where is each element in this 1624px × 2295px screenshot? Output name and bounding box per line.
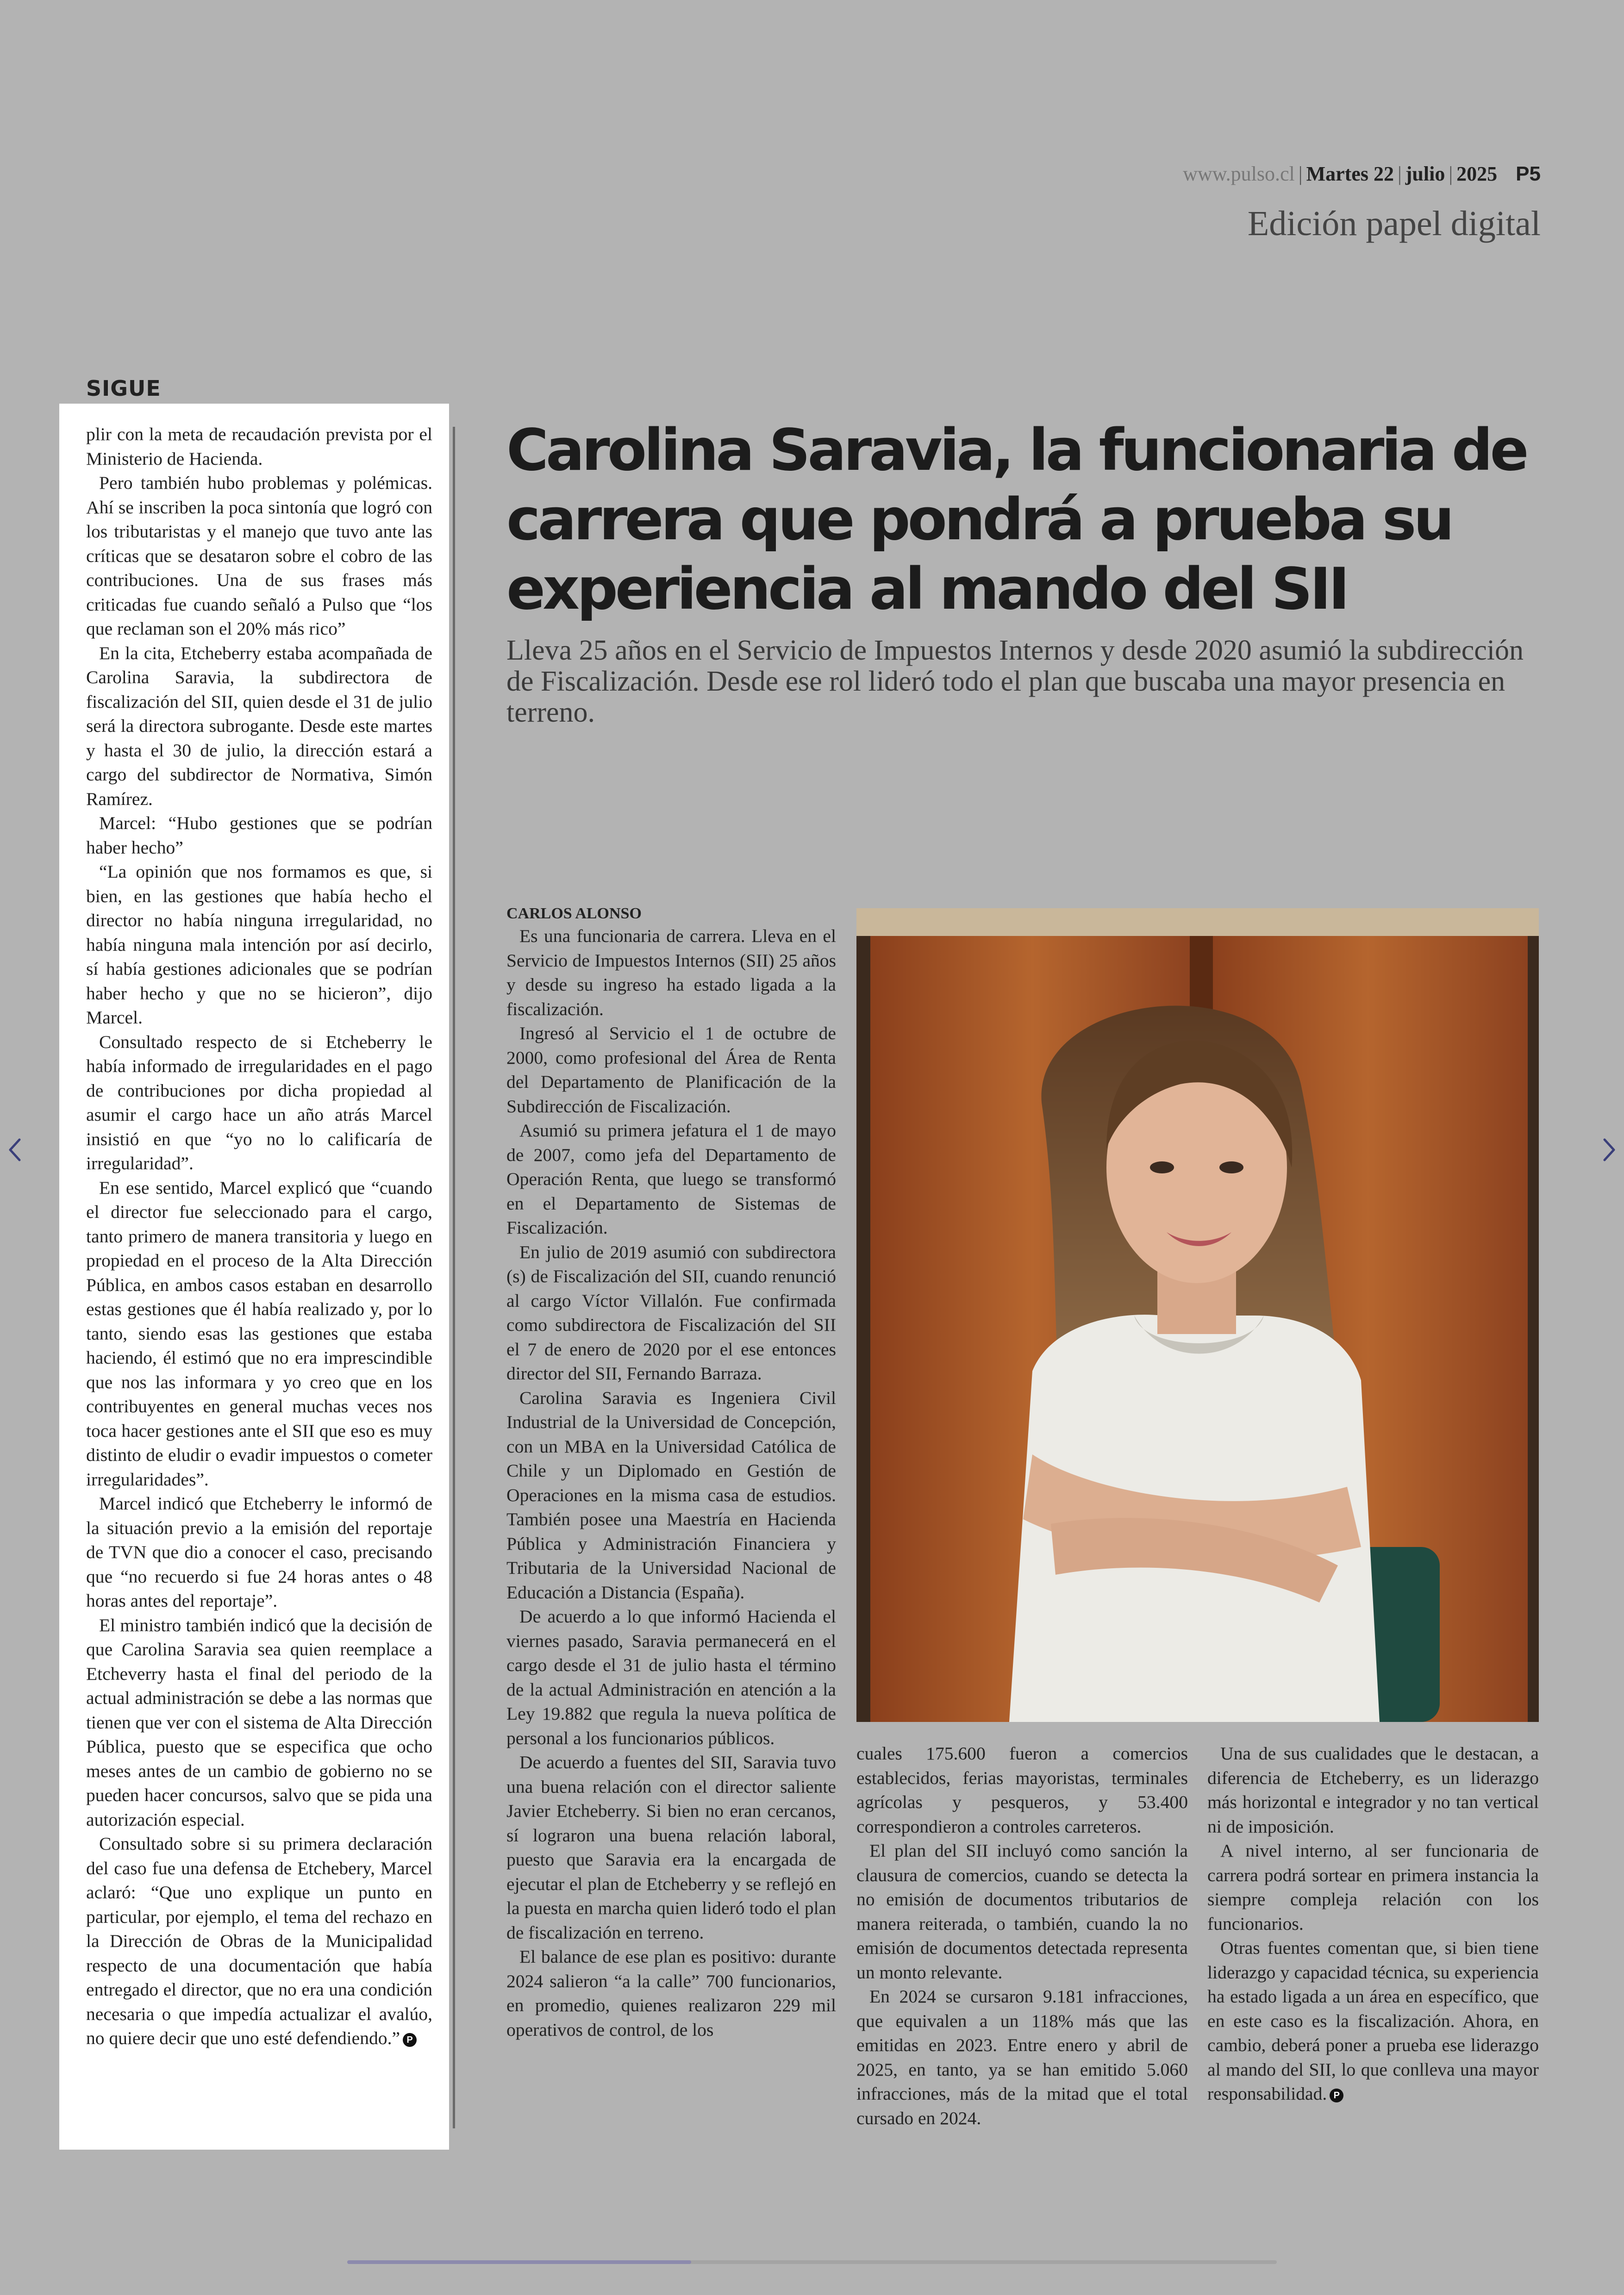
- issue-month: julio: [1405, 162, 1445, 185]
- paragraph: Es una funcionaria de carrera. Lleva en el Servicio de Impuestos Internos (SII) 25 años y desde su ingreso ha estado ligada a la fiscalización.: [506, 926, 836, 1019]
- next-page-button[interactable]: [1594, 1131, 1622, 1168]
- end-mark-icon: P: [1330, 2089, 1343, 2102]
- article-headline: Carolina Saravia, la funcionaria de carrera que pondrá a prueba su experiencia al mando del SII: [506, 417, 1526, 623]
- paragraph: cuales 175.600 fueron a comercios establecidos, ferias mayoristas, terminales agrícolas y pesqueros, y 53.400 correspondieron a controles carreteros.: [856, 1743, 1188, 1837]
- issue-day: Martes 22: [1306, 162, 1394, 185]
- paragraph: Consultado respecto de si Etcheberry le había informado de irregularidades en el pago de contribuciones por dicha propiedad al asumir el cargo hace un año atrás Marcel insistió en que “yo no lo calificaría de irregularidad”.: [86, 1031, 432, 1173]
- paragraph: Marcel indicó que Etcheberry le informó de la situación previo a la emisión del reportaje de TVN que dio a conocer el caso, precisando que “no recuerdo si fue 24 horas antes o 48 horas antes del reportaje”.: [86, 1493, 432, 1611]
- continued-article-text: [86, 422, 432, 2135]
- paragraph: De acuerdo a lo que informó Hacienda el viernes pasado, Saravia permanecerá en el cargo desde el 31 de julio hasta el término de la actual Administración en atención a la Ley 19.882 que regula la nueva política de personal a los funcionarios públicos.: [506, 1606, 836, 1748]
- paragraph: Una de sus cualidades que le destacan, a diferencia de Etcheberry, es un liderazgo más horizontal e integrador y no tan vertical ni de imposición.: [1207, 1743, 1539, 1837]
- paragraph: Carolina Saravia es Ingeniera Civil Industrial de la Universidad de Concepción, con un MBA en la Universidad Católica de Chile y un Diplomado en Gestión de Operaciones en la misma casa de estudios. También posee una Maestría en Hacienda Pública y Administración Financiera y Tributaria de la Universidad Nacional de Educación a Distancia (España).: [506, 1387, 836, 1603]
- page-number: P5: [1516, 162, 1541, 185]
- paragraph-text: Consultado sobre si su primera declaración del caso fue una defensa de Etchebery, Marcel aclaró: “Que uno explique un punto en particular, por ejemplo, el tema del rechazo en la Dirección de Obras de la Municipalidad respecto de una documentación que había entregado el director, que no era una condición necesaria o que impedía actualizar el avalúo, no quiere decir que uno esté defendiendo.”: [86, 1834, 432, 2048]
- subhead: Marcel: “Hubo gestiones que se podrían haber hecho”: [86, 813, 432, 858]
- paragraph: El plan del SII incluyó como sanción la clausura de comercios, cuando se detecta la no emisión de documentos tributarios de manera reiterada, o también, cuando la no emisión de documentos detectada representa un monto relevante.: [856, 1840, 1188, 1983]
- paragraph: A nivel interno, al ser funcionaria de carrera podrá sortear en primera instancia la siempre compleja relación con los funcionarios.: [1207, 1840, 1539, 1934]
- end-mark-icon: P: [403, 2033, 417, 2047]
- chevron-left-icon: [2, 1131, 30, 1168]
- paragraph-text: Otras fuentes comentan que, si bien tiene liderazgo y capacidad técnica, su experiencia ha estado ligada a un área en específico, que en este caso es la fiscalización. Ahora, en cambio, deberá poner a prueba ese liderazgo al mando del SII, lo que conlleva una mayor responsabilidad.: [1207, 1938, 1539, 2104]
- paragraph: El balance de ese plan es positivo: durante 2024 salieron “a la calle” 700 funcionarios, en promedio, quienes realizaron 229 mil operativos de control, de los: [506, 1946, 836, 2040]
- paragraph: “La opinión que nos formamos es que, si bien, en las gestiones que había hecho el director no había ninguna irregularidad, no había ninguna mala intención por así decirlo, sí había gestiones adicionales que se podrían haber hecho y que no se hicieron”, dijo Marcel.: [86, 861, 432, 1028]
- issue-header: www.pulso.cl | Martes 22 | julio | 2025 P5: [1183, 162, 1541, 185]
- page-progress-fill: [347, 2260, 691, 2264]
- paragraph: plir con la meta de recaudación prevista por el Ministerio de Hacienda.: [86, 424, 432, 469]
- issue-year: 2025: [1456, 162, 1498, 185]
- paragraph: El ministro también indicó que la decisión de que Carolina Saravia sea quien reemplace a Etcheverry hasta el final del periodo de la actual administración se debe a las normas que tienen que ver con el sistema de Alta Dirección Pública, puesto que se especifica que ocho meses antes de un cambio de gobierno no se pueden hacer concursos, salvo que se pida una autorización especial.: [86, 1615, 432, 1830]
- chevron-right-icon: [1594, 1131, 1622, 1168]
- site-url: www.pulso.cl: [1183, 162, 1295, 185]
- paragraph: En la cita, Etcheberry estaba acompañada de Carolina Saravia, la subdirectora de fiscalización del SII, quien desde el 31 de julio será la directora subrogante. Desde este martes y hasta el 30 de julio, la dirección estará a cargo del subdirector de Normativa, Simón Ramírez.: [86, 642, 432, 809]
- paragraph: En julio de 2019 asumió con subdirectora (s) de Fiscalización del SII, cuando renunció al cargo Víctor Villalón. Fue confirmada como subdirectora de Fiscalización del SII el 7 de enero de 2020 por el ese entonces director del SII, Fernando Barraza.: [506, 1241, 836, 1384]
- prev-page-button[interactable]: [2, 1131, 30, 1168]
- paragraph: Asumió su primera jefatura el 1 de mayo de 2007, como jefa del Departamento de Operación Renta, que luego se transformó en el Departamento de Sistemas de Fiscalización.: [506, 1120, 836, 1238]
- paragraph: [1207, 1936, 1539, 2106]
- column-divider: [453, 427, 455, 2128]
- paragraph: Ingresó al Servicio el 1 de octubre de 2000, como profesional del Área de Renta del Departamento de Planificación de la Subdirección de Fiscalización.: [506, 1023, 836, 1116]
- paragraph: En ese sentido, Marcel explicó que “cuando el director fue seleccionado para el cargo, tanto primero de manera transitoria y luego en propiedad en el proceso de la Alta Dirección Pública, en ambos casos estaban en desarrollo estas gestiones que él había realizado y, por lo tanto, siendo esas las gestiones que estaba haciendo, él estimó que no era imprescindible que nos las informara y yo creo que en los contribuyentes en general muchas veces nos toca hacer gestiones ante el SII que eso es muy distinto de eludir o evadir impuestos o cometer irregularidades”.: [86, 1177, 432, 1490]
- article-column-3: [1207, 1741, 1539, 2130]
- article-column-2: [856, 1741, 1188, 2130]
- paragraph: [86, 1832, 432, 2051]
- portrait-illustration: [856, 908, 1539, 1722]
- paragraph: De acuerdo a fuentes del SII, Saravia tuvo una buena relación con el director saliente Javier Etcheberry. Si bien no eran cercanos, sí lograron una buena relación laboral, puesto que Saravia era la encargada de ejecutar el plan de Etcheberry y se reflejó en la puesta en marcha quien lideró todo el plan de fiscalización en terreno.: [506, 1752, 836, 1943]
- paragraph: En 2024 se cursaron 9.181 infracciones, que equivalen a un 118% más que las emitidas en 2023. Entre enero y abril de 2025, en tanto, ya se han emitido 5.060 infracciones, más de la mitad que el total cursado en 2024.: [856, 1986, 1188, 2128]
- article-deck: Lleva 25 años en el Servicio de Impuestos Internos y desde 2020 asumió la subdirección de Fiscalización. Desde ese rol lideró todo el plan que buscaba una mayor presencia en terreno.: [506, 635, 1524, 728]
- paragraph: Pero también hubo problemas y polémicas. Ahí se inscriben la poca sintonía que logró con los tributaristas y el manejo que tuvo ante las críticas que se desataron sobre el cobro de las contribuciones. Una de sus frases más criticadas fue cuando señaló a Pulso que “los que reclaman son el 20% más rico”: [86, 473, 432, 639]
- sigue-label: SIGUE: [86, 376, 161, 401]
- portrait-photo: [856, 908, 1539, 1722]
- edition-label: Edición papel digital: [1247, 204, 1541, 243]
- article-column-1: [506, 924, 836, 2127]
- byline: CARLOS ALONSO: [506, 905, 642, 922]
